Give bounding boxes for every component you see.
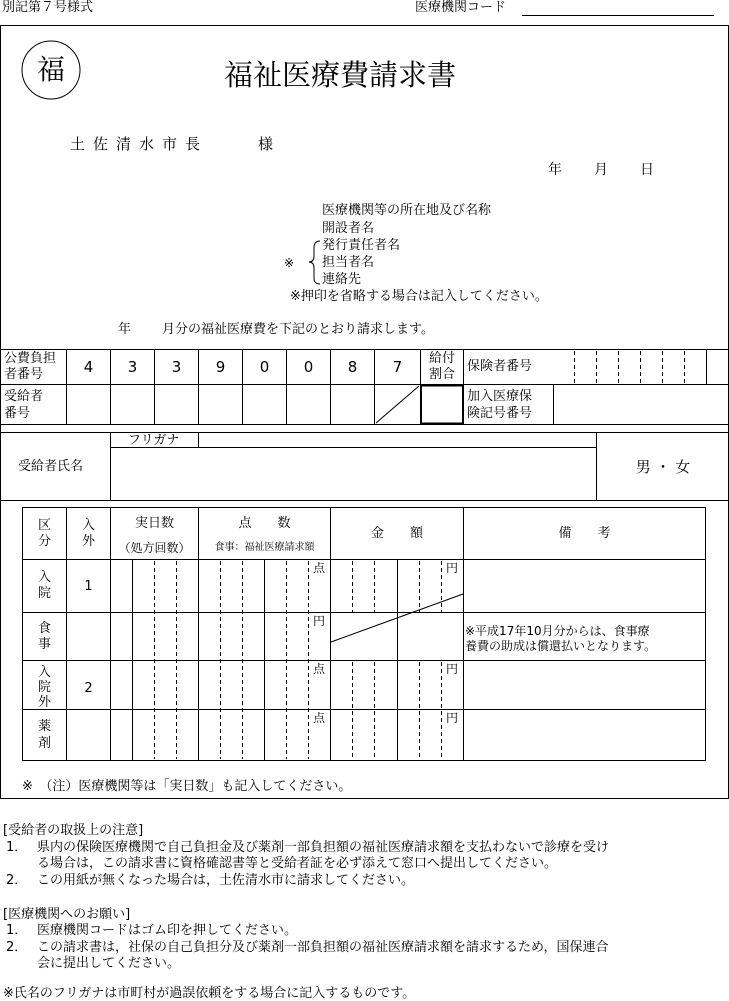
welfare-seal: 福	[36, 53, 65, 86]
recipient-number-field[interactable]	[67, 385, 374, 424]
col-nyugai-2: 外	[81, 534, 95, 549]
seal-note: ※押印を省略する場合は記入してください。	[290, 289, 548, 304]
recipient-label-line2: 番号	[4, 406, 31, 421]
insurance-label-line1: 加入医療保	[467, 389, 533, 404]
form-number: 別記第７号様式	[2, 0, 94, 15]
claimant-contact: 連絡先	[322, 272, 362, 287]
row-meal-label-1: 食	[37, 621, 51, 636]
payer-digit-1: 4	[83, 358, 94, 376]
benefit-ratio-field[interactable]	[422, 387, 462, 423]
date-month: 月	[594, 162, 608, 178]
claimant-founder: 開設者名	[322, 221, 375, 236]
row-medication-amount-unit: 円	[446, 711, 459, 725]
insurer-number-label: 保険者番号	[467, 359, 533, 374]
furigana-field[interactable]	[199, 433, 596, 447]
institution-note-2-num: 2．	[6, 940, 28, 955]
row-medication-label-2: 剤	[37, 736, 51, 751]
col-days-sub: （処方回数）	[118, 541, 191, 555]
payer-digit-5: 0	[259, 358, 270, 376]
recipient-name-label: 受給者氏名	[18, 459, 84, 474]
benefit-label-line1: 給付	[428, 351, 455, 366]
institution-notes-heading: [医療機関へのお願い]	[3, 907, 131, 922]
recipient-note-1-line2: る場合は，この請求書に資格確認書等と受給者証を必ず添えて窓口へ提出してください。	[37, 856, 558, 871]
recipient-name-field[interactable]	[111, 448, 596, 500]
institution-note-1-num: 1．	[6, 923, 28, 938]
recipient-note-1-line1: 県内の保険医療機関で自己負担金及び薬剤一部負担額の福祉医療請求額を支払わないで診療を受け	[37, 840, 610, 855]
row-inpatient-code: 1	[84, 579, 93, 594]
payer-digit-8: 7	[392, 358, 403, 376]
row-outpatient-code: 2	[84, 681, 93, 696]
col-kubun-2: 分	[37, 534, 51, 549]
claimant-responsible: 発行責任者名	[322, 238, 401, 253]
payer-digit-4: 9	[215, 358, 226, 376]
row-medication-label-1: 薬	[37, 719, 51, 734]
addressee: 土佐清水市長	[70, 135, 209, 153]
row-meal-unit: 円	[313, 614, 326, 628]
recipient-notes-heading: [受給者の取扱上の注意]	[3, 823, 144, 838]
sex-selector[interactable]: 男 ・ 女	[635, 458, 691, 476]
col-amount: 金 額	[370, 526, 423, 541]
honorific: 様	[258, 135, 274, 153]
institution-code-label: 医療機関コード	[415, 0, 507, 15]
recipient-label-line1: 受給者	[4, 389, 44, 404]
payer-label-line1: 公費負担	[4, 351, 57, 366]
meal-note-line2: 養費の助成は償還払いとなります。	[465, 639, 657, 653]
row-outpatient-amount-unit: 円	[446, 662, 459, 676]
recipient-note-2-num: 2．	[6, 873, 28, 888]
col-points: 点 数	[238, 516, 291, 531]
meal-note-line1: ※平成17年10月分からは、食事療	[465, 624, 650, 638]
institution-note-2-line2: 会に提出してください。	[37, 956, 181, 971]
request-text: 月分の福祉医療費を下記のとおり請求します。	[162, 322, 434, 337]
institution-note-2-line1: この請求書は，社保の自己負担分及び薬剤一部負担額の福祉医療請求額を請求するため，国保連合	[37, 940, 609, 955]
date-year: 年	[548, 162, 562, 178]
institution-note-1-line1: 医療機関コードはゴム印を押してください。	[37, 923, 298, 938]
furigana-label: フリガナ	[128, 433, 180, 448]
claimant-person-in-charge: 担当者名	[322, 255, 375, 270]
date-day: 日	[640, 162, 654, 178]
row-outpatient-unit: 点	[313, 662, 326, 676]
row-inpatient-label-1: 入	[37, 570, 51, 585]
col-days: 実日数	[134, 516, 174, 531]
row-inpatient-unit: 点	[313, 561, 326, 575]
furigana-final-note: ※氏名のフリガナは市町村が過誤依頼をする場合に記入するものです。	[3, 986, 416, 1001]
row-outpatient-label-3: 外	[37, 695, 51, 710]
institution-code-field[interactable]	[522, 0, 714, 15]
payer-digit-6: 0	[303, 358, 314, 376]
col-points-sub: 食事：福祉医療請求額	[214, 542, 315, 553]
recipient-note-2-line1: この用紙が無くなった場合は，土佐清水市に請求してください。	[37, 873, 415, 888]
row-medication-unit: 点	[313, 711, 326, 725]
row-outpatient-label-2: 院	[37, 680, 51, 695]
insurance-number-field[interactable]	[554, 385, 729, 424]
claimant-mark: ※	[284, 256, 295, 270]
row-meal-label-2: 事	[37, 637, 51, 652]
payer-digit-2: 3	[127, 358, 138, 376]
col-nyugai-1: 入	[81, 518, 95, 533]
claimant-location: 医療機関等の所在地及び名称	[322, 203, 492, 218]
request-year: 年	[118, 322, 132, 337]
payer-label-line2: 者番号	[4, 367, 44, 382]
benefit-label-line2: 割合	[428, 367, 455, 382]
payer-digit-3: 3	[171, 358, 182, 376]
row-inpatient-amount-unit: 円	[446, 561, 459, 575]
recipient-note-1-num: 1．	[6, 840, 28, 855]
insurer-number-field[interactable]	[553, 350, 706, 384]
detail-footnote: ※ （注）医療機関等は「実日数」も記入してください。	[22, 779, 352, 794]
col-kubun-1: 区	[37, 518, 51, 533]
row-outpatient-label-1: 入	[37, 665, 51, 680]
col-remarks: 備 考	[558, 526, 611, 541]
insurance-label-line2: 険記号番号	[467, 406, 533, 421]
row-inpatient-label-2: 院	[37, 586, 51, 601]
form-title: 福祉医療費請求書	[224, 58, 457, 92]
payer-digit-7: 8	[347, 358, 358, 376]
